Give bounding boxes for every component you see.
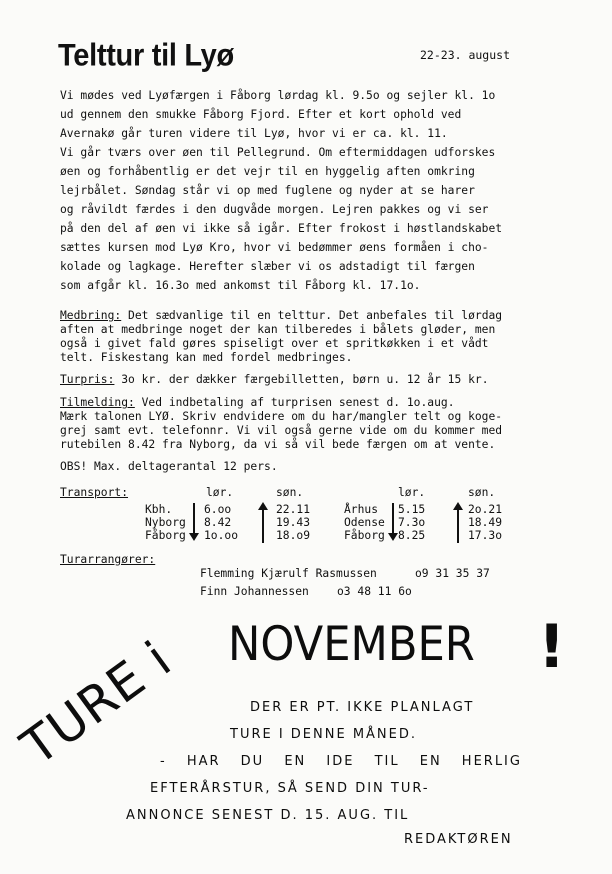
timetable-place: Kbh. <box>145 503 173 516</box>
organizer-phone: o3 48 11 6o <box>337 585 412 598</box>
tilmelding-heading: Tilmelding: <box>60 396 135 409</box>
exclamation-mark: ! <box>538 612 566 682</box>
tilmelding-first-line <box>60 396 455 409</box>
intro-line: og råvildt færdes i den dugvåde morgen. Lejren pakkes og vi ser <box>60 203 489 216</box>
right-col-son-header: søn. <box>468 486 496 499</box>
intro-line: Avernakø går turen videre til Lyø, hvor vi er ca. kl. 11. <box>60 127 448 140</box>
medbring-line: Det sædvanlige til en telttur. Det anbefales til lørdag <box>121 309 503 322</box>
timetable-time: 22.11 <box>276 503 311 516</box>
intro-line: Vi mødes ved Lyøfærgen i Fåborg lørdag kl. 9.5o og sejler kl. 1o <box>60 89 496 102</box>
medbring-heading: Medbring: <box>60 309 122 322</box>
intro-line: på den del af øen vi ikke så igår. Efter frokost i høstlandskabet <box>60 222 503 235</box>
medbring-line: telt. Fiskestang kan med fordel medbringes. <box>60 351 353 364</box>
november-note-line: TURE I DENNE MÅNED. <box>230 727 418 742</box>
timetable-place: Århus <box>344 503 379 516</box>
timetable-time: 18.49 <box>468 516 503 529</box>
event-date: 22-23. august <box>420 48 511 62</box>
page-title: Telttur til Lyø <box>58 38 234 74</box>
left-col-lor-header: lør. <box>206 486 234 499</box>
timetable-time: 6.oo <box>204 503 232 516</box>
november-note-line: - HAR DU EN IDE TIL EN HERLIG <box>160 754 522 769</box>
timetable-time: 8.42 <box>204 516 232 529</box>
november-heading: NOVEMBER <box>228 617 475 672</box>
timetable-time: 19.43 <box>276 516 311 529</box>
timetable-time: 5.15 <box>398 503 426 516</box>
transport-heading: Transport: <box>60 486 129 499</box>
timetable-place: Fåborg <box>344 529 385 542</box>
timetable-time: 17.3o <box>468 529 503 542</box>
intro-line: som afgår kl. 16.3o med ankomst til Fåborg kl. 17.1o. <box>60 279 421 292</box>
intro-line: ud gennem den smukke Fåborg Fjord. Efter et kort ophold ved <box>60 108 462 121</box>
intro-line: kolade og lagkage. Herefter slæber vi os adstadigt til færgen <box>60 260 475 273</box>
intro-line: øen og forhåbentlig er det vejr til en hyggelig aften omkring <box>60 165 475 178</box>
november-note-line: ANNONCE SENEST D. 15. AUG. TIL <box>126 808 410 823</box>
intro-line: Vi går tværs over øen til Pellegrund. Om eftermiddagen udforskes <box>60 146 496 159</box>
up-arrow-icon <box>457 509 459 543</box>
down-arrow-icon <box>193 503 195 534</box>
november-note-line: REDAKTØREN <box>404 832 513 847</box>
tilmelding-line: Mærk talonen LYØ. Skriv endvidere om du har/mangler telt og koge- <box>60 410 503 423</box>
timetable-time: 8.25 <box>398 529 426 542</box>
intro-line: lejrbålet. Søndag står vi op med fuglene og nyder at se harer <box>60 184 475 197</box>
tilmelding-line: grej samt evt. telefonnr. Vi vil også gerne vide om du kommer med <box>60 424 503 437</box>
organizer-name: Flemming Kjærulf Rasmussen <box>200 567 377 580</box>
medbring-first-line <box>60 309 502 322</box>
down-arrow-icon <box>392 503 394 534</box>
left-col-son-header: søn. <box>276 486 304 499</box>
right-col-lor-header: lør. <box>398 486 426 499</box>
timetable-time: 2o.21 <box>468 503 503 516</box>
turpris-line <box>60 373 489 386</box>
ture-i-heading: TURE i <box>10 630 182 777</box>
obs-note: OBS! Max. deltagerantal 12 pers. <box>60 460 278 473</box>
organizers-heading: Turarrangører: <box>60 553 156 566</box>
intro-line: sættes kursen mod Lyø Kro, hvor vi bedømmer øens formåen i cho- <box>60 241 489 254</box>
medbring-line: også i givet fald gøres spiseligt over et spritkøkken i et vådt <box>60 337 489 350</box>
turpris-text: 3o kr. der dækker færgebilletten, børn u. 12 år 15 kr. <box>114 373 489 386</box>
november-note-line: EFTERÅRSTUR, SÅ SEND DIN TUR- <box>150 781 430 796</box>
medbring-line: aften at medbringe noget der kan tilberedes i bålets gløder, men <box>60 323 496 336</box>
timetable-place: Fåborg <box>145 529 186 542</box>
timetable-time: 18.o9 <box>276 529 311 542</box>
turpris-heading: Turpris: <box>60 373 115 386</box>
tilmelding-line: Ved indbetaling af turprisen senest d. 1o.aug. <box>134 396 455 409</box>
organizer-name: Finn Johannessen <box>200 585 309 598</box>
timetable-place: Nyborg <box>145 516 186 529</box>
timetable-place: Odense <box>344 516 385 529</box>
november-note-line: DER ER PT. IKKE PLANLAGT <box>250 700 475 715</box>
timetable-time: 1o.oo <box>204 529 239 542</box>
timetable-time: 7.3o <box>398 516 426 529</box>
organizer-phone: o9 31 35 37 <box>415 567 490 580</box>
up-arrow-icon <box>262 509 264 543</box>
tilmelding-line: rutebilen 8.42 fra Nyborg, da vi så vil bede færgen om at vente. <box>60 438 496 451</box>
